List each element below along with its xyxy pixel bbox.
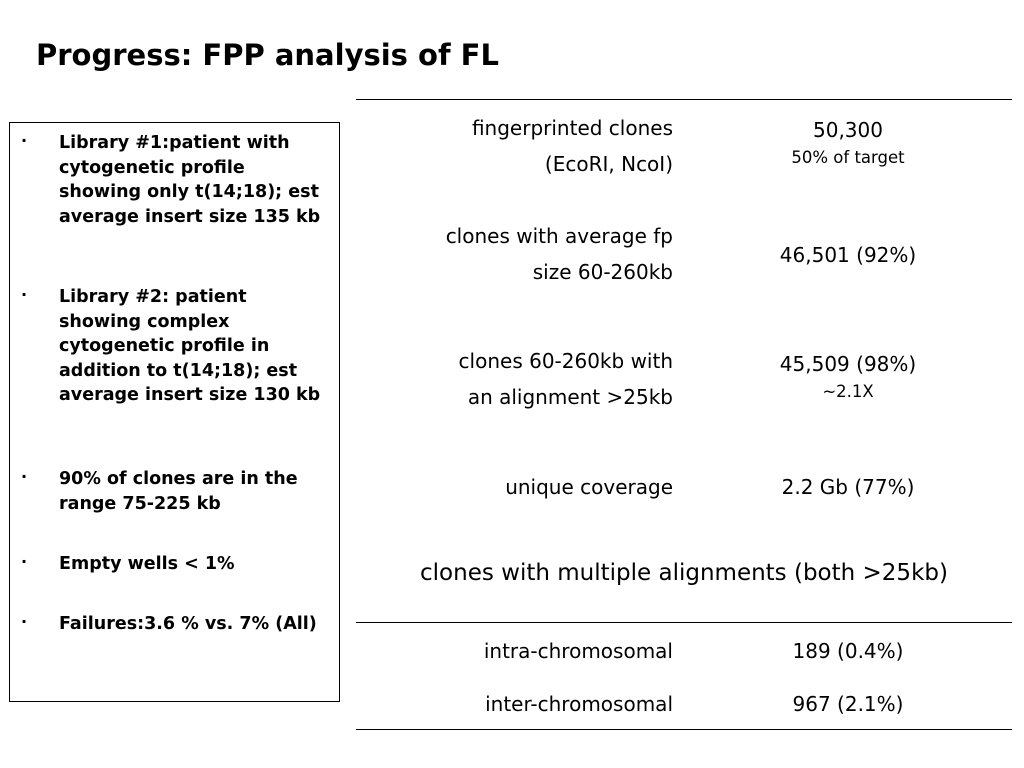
- slide-title: Progress: FPP analysis of FL: [36, 38, 499, 72]
- value-main: 967 (2.1%): [792, 692, 904, 716]
- bullet-marker: ·: [21, 285, 28, 304]
- table-row-label: inter-chromosomal: [485, 692, 673, 716]
- bullet-text: Empty wells < 1%: [59, 554, 235, 574]
- table-bottom-end-rule: [356, 729, 1012, 730]
- table-row-value: [700, 689, 996, 719]
- bullet-marker: ·: [21, 467, 28, 486]
- label-line: (EcoRI, NcoI): [544, 152, 673, 176]
- multiple-alignments-heading: clones with multiple alignments (both >25kb): [420, 560, 948, 586]
- value-main: 2.2 Gb (77%): [781, 475, 915, 499]
- table-row-value: [700, 472, 996, 502]
- table-bottom-top-rule: [356, 622, 1012, 623]
- table-row-label: intra-chromosomal: [483, 639, 673, 663]
- table-row-value: [700, 240, 996, 270]
- label-line: an alignment >25kb: [467, 385, 673, 409]
- value-note: ~2.1X: [822, 382, 874, 401]
- bullet-text: Failures:3.6 % vs. 7% (All): [59, 614, 317, 634]
- table-row-value: [700, 349, 996, 405]
- label-line: fingerprinted clones: [471, 116, 673, 140]
- bullet-marker: ·: [21, 552, 28, 571]
- table-row-label: [505, 469, 673, 505]
- value-main: 46,501 (92%): [779, 243, 917, 267]
- label-line: clones 60-260kb with: [458, 349, 673, 373]
- table-top-rule: [356, 99, 1012, 100]
- value-note: 50% of target: [791, 148, 905, 167]
- value-main: 45,509 (98%): [779, 352, 917, 376]
- bullet-text: Library #1:patient with cytogenetic profile showing only t(14;18); est average insert size 135 kb: [59, 133, 321, 227]
- bullet-text: 90% of clones are in the range 75-225 kb: [59, 469, 298, 514]
- label-line: size 60-260kb: [532, 260, 673, 284]
- table-row-label: [446, 218, 673, 290]
- bullet-text: Library #2: patient showing complex cytogenetic profile in addition to t(14;18); est average insert size 130 kb: [59, 287, 321, 405]
- value-main: 189 (0.4%): [792, 639, 904, 663]
- bullet-marker: ·: [21, 612, 28, 631]
- table-row-value: [700, 115, 996, 171]
- table-row-label: [459, 343, 673, 415]
- table-row-value: [700, 636, 996, 666]
- label-line: unique coverage: [505, 475, 673, 499]
- bullet-marker: ·: [21, 131, 28, 150]
- label-line: clones with average fp: [445, 224, 673, 248]
- table-row-label: [472, 110, 673, 182]
- value-main: 50,300: [813, 118, 883, 142]
- bullet-list-box: [9, 122, 340, 702]
